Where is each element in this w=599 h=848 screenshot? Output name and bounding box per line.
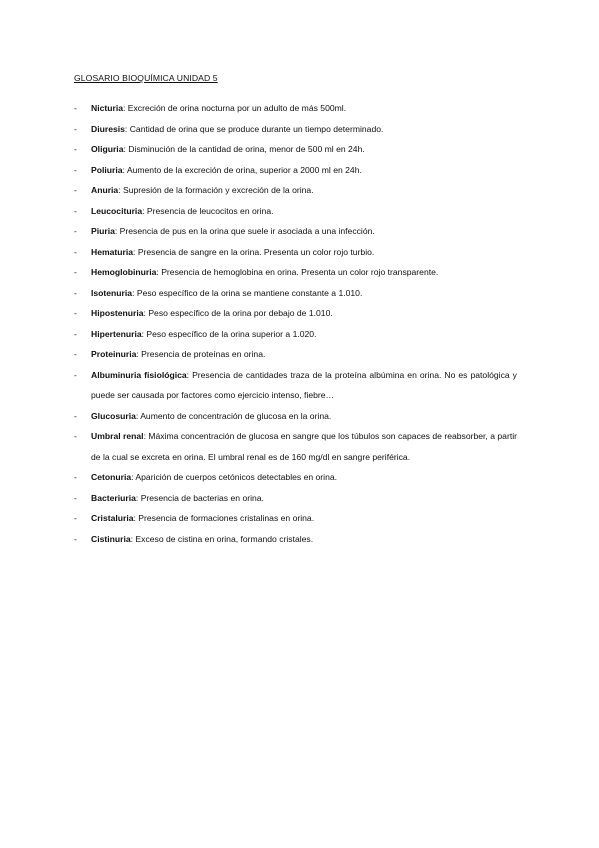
glossary-definition: Presencia de sangre en la orina. Presenta un color rojo turbio. <box>137 246 375 257</box>
glossary-term: Oliguria <box>91 144 124 154</box>
glossary-term: Isotenuria <box>91 287 133 298</box>
bullet-dash: - <box>74 164 77 175</box>
glossary-entry: - Hipostenuria: Peso específico de la orina por debajo de 1.010. <box>0 303 599 324</box>
glossary-entry: - Cristaluria: Presencia de formaciones cristalinas en orina. <box>0 508 599 529</box>
glossary-term: Hematuria <box>91 246 134 257</box>
bullet-dash: - <box>74 205 77 216</box>
glossary-definition: Máxima concentración de glucosa en sangre que los túbulos son capaces de reabsorber, a partir de la cual se excreta en orina. El umbral renal es de 160 mg/dl en sangre periférica. <box>91 431 517 462</box>
bullet-dash: - <box>74 328 77 339</box>
glossary-definition: Presencia de proteínas en orina. <box>141 349 266 359</box>
glossary-entry: - Cetonuria: Aparición de cuerpos cetónicos detectables en orina. <box>0 467 599 488</box>
glossary-term: Diuresis <box>91 123 125 134</box>
bullet-dash: - <box>74 246 77 257</box>
glossary-entry: - Piuria: Presencia de pus en la orina que suele ir asociada a una infección. <box>0 221 599 242</box>
bullet-dash: - <box>74 226 77 236</box>
bullet-dash: - <box>74 349 77 359</box>
bullet-dash: - <box>74 308 77 318</box>
glossary-definition: Presencia de leucocitos en orina. <box>146 205 274 216</box>
glossary-definition: Exceso de cistina en orina, formando cristales. <box>135 533 314 544</box>
glossary-definition: Aumento de concentración de glucosa en la orina. <box>140 410 332 421</box>
glossary-term: Hemoglobinuria <box>91 267 157 277</box>
glossary-entry: - Anuria: Supresión de la formación y excreción de la orina. <box>0 180 599 201</box>
glossary-entry: - Umbral renal: Máxima concentración de glucosa en sangre que los túbulos son capaces de reabsorber, a partir de la cual se excreta en orina. El umbral renal es de 160 mg/dl en sangre periférica. <box>0 426 599 467</box>
glossary-definition: Presencia de formaciones cristalinas en orina. <box>138 513 315 523</box>
glossary-term: Anuria <box>91 185 119 195</box>
glossary-definition: Peso específico de la orina superior a 1.020. <box>146 328 317 339</box>
glossary-entry: - Hemoglobinuria: Presencia de hemoglobina en orina. Presenta un color rojo transparente. <box>0 262 599 283</box>
glossary-entry: - Poliuria: Aumento de la excreción de orina, superior a 2000 ml en 24h. <box>0 160 599 181</box>
glossary-term: Hipertenuria <box>91 328 142 339</box>
glossary-definition: Presencia de bacterias en orina. <box>140 492 264 503</box>
glossary-definition: Excreción de orina nocturna por un adulto de más 500ml. <box>127 103 347 113</box>
bullet-dash: - <box>74 492 77 503</box>
glossary-term: Cistinuria <box>91 533 131 544</box>
bullet-dash: - <box>74 144 77 154</box>
glossary-entry: - Proteinuria: Presencia de proteínas en orina. <box>0 344 599 365</box>
glossary-definition: Disminución de la cantidad de orina, menor de 500 ml en 24h. <box>128 144 365 154</box>
glossary-term: Poliuria <box>91 164 123 175</box>
glossary-entry: - Cistinuria: Exceso de cistina en orina, formando cristales. <box>0 529 599 550</box>
glossary-definition: Cantidad de orina que se produce durante un tiempo determinado. <box>129 123 384 134</box>
glossary-term: Leucocituria <box>91 205 143 216</box>
bullet-dash: - <box>74 185 77 195</box>
glossary-entry: - Isotenuria: Peso específico de la orina se mantiene constante a 1.010. <box>0 283 599 304</box>
glossary-definition: Aparición de cuerpos cetónicos detectables en orina. <box>135 472 338 482</box>
glossary-entry: - Glucosuria: Aumento de concentración de glucosa en la orina. <box>0 406 599 427</box>
bullet-dash: - <box>74 472 77 482</box>
glossary-definition: Supresión de la formación y excreción de la orina. <box>123 185 314 195</box>
glossary-term: Cristaluria <box>91 513 134 523</box>
bullet-dash: - <box>74 123 77 134</box>
bullet-dash: - <box>74 533 77 544</box>
glossary-entry: - Albuminuria fisiológica: Presencia de cantidades traza de la proteína albúmina en orina. No es patológica y puede ser causada por factores como ejercicio intenso, fiebre… <box>0 365 599 406</box>
bullet-dash: - <box>74 431 77 441</box>
glossary-entry: - Hematuria: Presencia de sangre en la orina. Presenta un color rojo turbio. <box>0 242 599 263</box>
bullet-dash: - <box>74 410 77 421</box>
glossary-entry: - Diuresis: Cantidad de orina que se produce durante un tiempo determinado. <box>0 119 599 140</box>
glossary-entry: - Oliguria: Disminución de la cantidad de orina, menor de 500 ml en 24h. <box>0 139 599 160</box>
glossary-entry: - Bacteriuria: Presencia de bacterias en orina. <box>0 488 599 509</box>
bullet-dash: - <box>74 513 77 523</box>
glossary-definition: Peso específico de la orina se mantiene constante a 1.010. <box>136 287 363 298</box>
glossary-entry: - Hipertenuria: Peso específico de la orina superior a 1.020. <box>0 324 599 345</box>
glossary-term: Nicturia <box>91 103 123 113</box>
glossary-definition: Peso específico de la orina por debajo de 1.010. <box>148 308 333 318</box>
glossary-term: Umbral renal <box>91 431 144 441</box>
glossary-term: Bacteriuria <box>91 492 136 503</box>
bullet-dash: - <box>74 369 77 380</box>
glossary-list <box>0 98 599 549</box>
glossary-entry: - Leucocituria: Presencia de leucocitos en orina. <box>0 201 599 222</box>
glossary-term: Cetonuria <box>91 472 132 482</box>
glossary-definition: Aumento de la excreción de orina, superior a 2000 ml en 24h. <box>126 164 362 175</box>
bullet-dash: - <box>74 103 77 113</box>
glossary-term: Hipostenuria <box>91 308 144 318</box>
bullet-dash: - <box>74 287 77 298</box>
glossary-term: Piuria <box>91 226 115 236</box>
glossary-term: Albuminuria fisiológica <box>91 369 187 380</box>
document-title: GLOSARIO BIOQUÍMICA UNIDAD 5 <box>74 73 218 83</box>
glossary-term: Proteinuria <box>91 349 137 359</box>
glossary-definition: Presencia de pus en la orina que suele ir asociada a una infección. <box>119 226 375 236</box>
glossary-definition: Presencia de hemoglobina en orina. Presenta un color rojo transparente. <box>161 267 439 277</box>
bullet-dash: - <box>74 267 77 277</box>
glossary-definition: Presencia de cantidades traza de la proteína albúmina en orina. No es patológica y puede ser causada por factores como ejercicio intenso, fiebre… <box>91 369 517 400</box>
glossary-entry: - Nicturia: Excreción de orina nocturna por un adulto de más 500ml. <box>0 98 599 119</box>
glossary-term: Glucosuria <box>91 410 136 421</box>
